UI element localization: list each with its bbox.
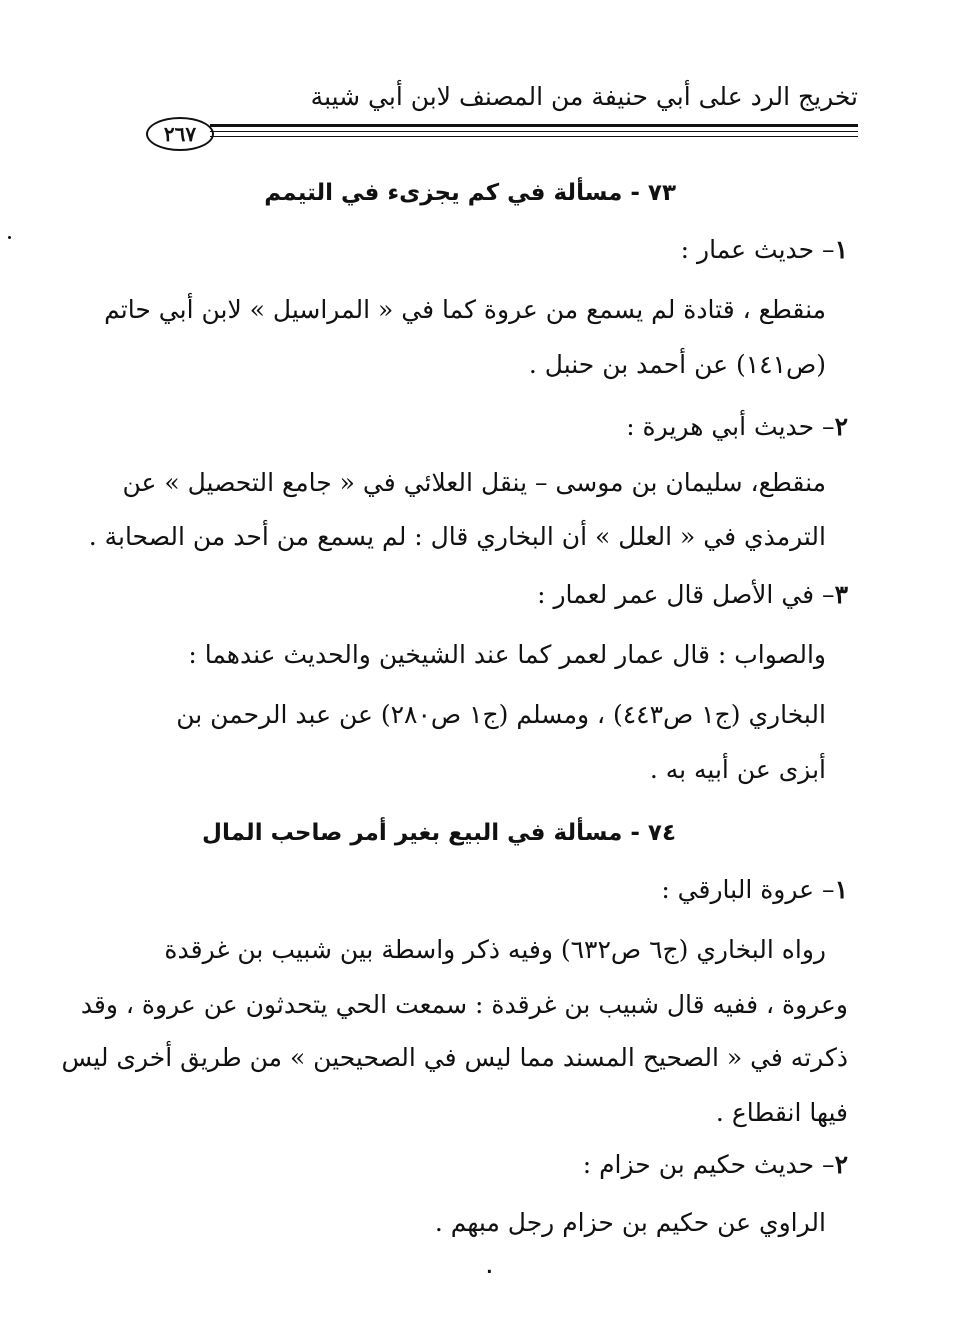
- item-number: ١: [834, 235, 848, 264]
- margin-dot: [8, 236, 11, 239]
- running-header-title: تخريج الرد على أبي حنيفة من المصنف لابن أبي شيبة: [310, 82, 858, 111]
- item-title: ٢– حديث حكيم بن حزام :: [582, 1150, 848, 1179]
- body-line: وعروة ، ففيه قال شبيب بن غرقدة : سمعت الحي يتحدثون عن عروة ، وقد: [80, 990, 848, 1019]
- item-title-text: عروة البارقي :: [661, 875, 815, 904]
- item-title-text: في الأصل قال عمر لعمار :: [537, 580, 815, 609]
- body-line: (ص١٤١) عن أحمد بن حنبل .: [528, 350, 826, 379]
- item-number: ٣: [834, 580, 848, 609]
- header-rule-thin: [210, 136, 858, 137]
- footer-mark: ٠: [484, 1258, 495, 1282]
- header-rule: [210, 124, 858, 132]
- section-heading: ٧٤ - مسألة في البيع بغير أمر صاحب المال: [202, 820, 676, 846]
- item-title-text: حديث أبي هريرة :: [626, 412, 815, 441]
- body-line: منقطع، سليمان بن موسى – ينقل العلائي في « جامع التحصيل » عن: [122, 468, 826, 497]
- item-number: ٢: [834, 412, 848, 441]
- item-title: ٣– في الأصل قال عمر لعمار :: [537, 580, 848, 609]
- item-title: ١– عروة البارقي :: [661, 875, 848, 904]
- page-number: ٢٦٧: [146, 117, 214, 151]
- body-line: منقطع ، قتادة لم يسمع من عروة كما في « المراسيل » لابن أبي حاتم: [104, 295, 826, 324]
- item-number: ١: [834, 875, 848, 904]
- body-line: فيها انقطاع .: [715, 1098, 848, 1127]
- body-line: رواه البخاري (ج٦ ص٦٣٢) وفيه ذكر واسطة بين شبيب بن غرقدة: [164, 935, 826, 964]
- item-title-text: حديث حكيم بن حزام :: [582, 1150, 815, 1179]
- item-number: ٢: [834, 1150, 848, 1179]
- body-line: الراوي عن حكيم بن حزام رجل مبهم .: [434, 1208, 826, 1237]
- body-line: الترمذي في « العلل » أن البخاري قال : لم يسمع من أحد من الصحابة .: [88, 522, 826, 551]
- body-line: والصواب : قال عمار لعمر كما عند الشيخين والحديث عندهما :: [188, 640, 826, 669]
- item-title-text: حديث عمار :: [680, 235, 815, 264]
- item-title: ٢– حديث أبي هريرة :: [626, 412, 848, 441]
- body-line: البخاري (ج١ ص٤٤٣) ، ومسلم (ج١ ص٢٨٠) عن عبد الرحمن بن: [176, 700, 826, 729]
- body-line: أبزى عن أبيه به .: [649, 755, 826, 784]
- body-line: ذكرته في « الصحيح المسند مما ليس في الصحيحين » من طريق أخرى ليس: [61, 1043, 848, 1072]
- item-title: ١– حديث عمار :: [680, 235, 848, 264]
- section-heading: ٧٣ - مسألة في كم يجزىء في التيمم: [264, 180, 676, 206]
